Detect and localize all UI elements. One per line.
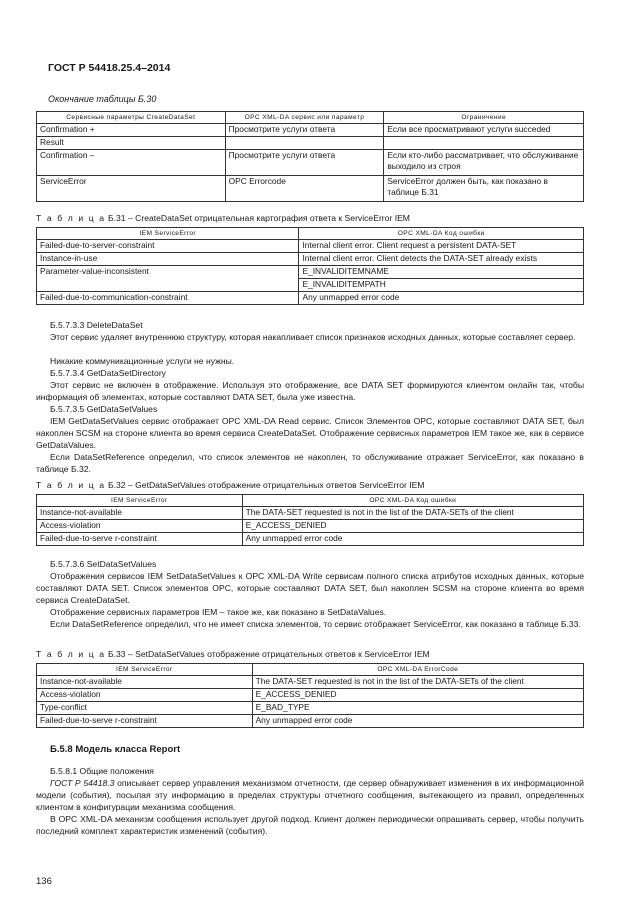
table-b32 (36, 494, 584, 546)
table-b31-title (36, 213, 410, 223)
table-b33-title (36, 649, 430, 659)
paragraph: Этот сервис удаляет внутреннюю структуру, которая накапливает список признаков исходных данных, которые составляет сервер. (50, 332, 576, 342)
page-number: 136 (36, 876, 52, 887)
table-cell: Просмотрите услуги ответа (225, 124, 384, 137)
table-cell: Failed-due-to-serve r-constraint (37, 715, 253, 728)
paragraph: Отображения сервисов IEM SetDataSetValues к OPC XML-DA Write сервисам полного списка атрибутов исходных данных, которые составляют DATA SET. Список элементов OPC, которые составляют DATA SET, был накоплен SCSM на стороне клиента во время сервиса CreateDataSet. (36, 571, 584, 605)
section-heading: Б.5.7.3.4 GetDataSetDirectory (50, 368, 166, 378)
subsection-heading: Б.5.8.1 Общие положения (50, 766, 154, 776)
table-cell: Instance-not-available (37, 676, 253, 689)
column-header: IEM ServiceError (37, 228, 299, 240)
table-row (37, 137, 584, 150)
table-row (37, 689, 584, 702)
table-header-row (37, 112, 584, 124)
table-cell: Confirmation – (37, 150, 226, 176)
table-cell: Confirmation + (37, 124, 226, 137)
column-header: OPC XML-DA сервис или параметр (225, 112, 384, 124)
table-row (37, 520, 584, 533)
table-b30 (36, 111, 584, 202)
table-row (37, 124, 584, 137)
table-row (37, 176, 584, 202)
table-cell: Access-violation (37, 689, 253, 702)
paragraph: Этот сервис не включен в отображение. Используя это отображение, все DATA SET формируются клиентом онлайн так, чтобы информация об элементах, которые составляют DATA SET, была уже известна. (36, 380, 584, 402)
table-cell: Type-conflict (37, 702, 253, 715)
table-cell: Any unmapped error code (299, 292, 584, 305)
section-heading: Б.5.7.3.6 SetDataSetValues (50, 559, 157, 569)
paragraph: Если DataSetReference определил, что список элементов не накоплен, то обслуживание отражает ServiceError, как показано в таблице Б.32. (36, 452, 584, 474)
table-cell: Internal client error. Client detects the DATA-SET already exists (299, 253, 584, 266)
table-cell: The DATA-SET requested is not in the list of the DATA-SETs of the client (242, 507, 583, 520)
section-title: Б.5.8 Модель класса Report (50, 744, 181, 755)
paragraph: Отображение сервисных параметров IEM – такое же, как показано в SetDataValues. (50, 607, 387, 617)
paragraph: IEM GetDataSetValues сервис отображает OPC XML-DA Read сервис. Список Элементов OPC, которые составляют DATA SET, был накоплен SCSM на стороне клиента во время сервиса CreateDataSet. Отображение сервисных параметров IEM такое же, как в сервисе GetDataValues. (36, 416, 584, 450)
table-caption: Б.33 – SetDataSetValues отображение отрицательных ответов к ServiceError IEM (105, 649, 430, 659)
table-cell: Access-violation (37, 520, 243, 533)
column-header: OPC XML-DA Код ошибки (242, 495, 583, 507)
column-header: OPC XML-DA ErrorCode (252, 664, 583, 676)
table-cell: Failed-due-to-server-constraint (37, 240, 299, 253)
column-header: OPC XML-DA Код ошибки (299, 228, 584, 240)
table-cell: E_INVALIDITEMPATH (299, 279, 584, 292)
table-cell: Any unmapped error code (242, 533, 583, 546)
table-cell: ServiceError (37, 176, 226, 202)
table-row (37, 150, 584, 176)
table-row (37, 292, 584, 305)
table-cell: E_ACCESS_DENIED (242, 520, 583, 533)
table-cell: Parameter-value-inconsistent (37, 266, 299, 292)
paragraph: Никакие коммуникационные услуги не нужны. (50, 356, 235, 366)
table-label: Т а б л и ц а (36, 649, 106, 659)
table-row (37, 676, 584, 689)
table-row (37, 240, 584, 253)
paragraph (36, 777, 584, 813)
table-label: Т а б л и ц а (36, 213, 106, 223)
table-cell: Просмотрите услуги ответа (225, 150, 384, 176)
table-label: Т а б л и ц а (36, 480, 106, 490)
table-b30-caption: Окончание таблицы Б.30 (48, 94, 157, 104)
table-header-row (37, 228, 584, 240)
table-cell: Если кто-либо рассматривает, что обслуживание выходило из строя (384, 150, 584, 176)
table-header-row (37, 495, 584, 507)
table-row (37, 702, 584, 715)
column-header: Ограничение (384, 112, 584, 124)
table-cell: The DATA-SET requested is not in the list of the DATA-SETs of the client (252, 676, 583, 689)
table-cell: E_BAD_TYPE (252, 702, 583, 715)
table-cell (225, 137, 384, 150)
document-header: ГОСТ Р 54418.25.4–2014 (48, 62, 171, 74)
table-b32-title (36, 480, 425, 490)
table-cell: Result (37, 137, 226, 150)
table-cell: Instance-in-use (37, 253, 299, 266)
paragraph: Если DataSetReference определил, что не имеет списка элементов, то сервис отображает ServiceError, как показано в таблице Б.33. (50, 619, 581, 629)
table-b31 (36, 227, 584, 305)
table-row (37, 533, 584, 546)
table-cell: E_ACCESS_DENIED (252, 689, 583, 702)
section-heading: Б.5.7.3.5 GetDataSetValues (50, 404, 158, 414)
paragraph-text: описывает сервер управления механизмом отчетности, где сервер обнаруживает изменения в их информационной модели (события), посылая эту информацию в пределах структуры отчетного сообщения, вытекающего из правил, определенных клиентом в конфигурации механизма сообщения. (36, 778, 584, 812)
table-cell: Failed-due-to-serve r-constraint (37, 533, 243, 546)
table-b33 (36, 663, 584, 728)
table-cell: E_INVALIDITEMNAME (299, 266, 584, 279)
table-row (37, 266, 584, 279)
table-row (37, 715, 584, 728)
table-cell: OPC Errorcode (225, 176, 384, 202)
table-cell: Any unmapped error code (252, 715, 583, 728)
paragraph: В OPC XML-DA механизм сообщения использует другой подход. Клиент должен периодически опрашивать сервер, чтобы получить последний комплект характеристик изменений (события). (36, 814, 584, 836)
standard-reference: ГОСТ Р 54418.3 (50, 778, 115, 788)
column-header: IEM ServiceError (37, 495, 243, 507)
table-cell: Instance-not-available (37, 507, 243, 520)
table-cell: Internal client error. Client request a persistent DATA-SET (299, 240, 584, 253)
table-row (37, 253, 584, 266)
table-row (37, 507, 584, 520)
table-cell: ServiceError должен быть, как показано в таблице Б.31 (384, 176, 584, 202)
table-cell: Failed-due-to-communication-constraint (37, 292, 299, 305)
table-caption: Б.32 – GetDataSetValues отображение отрицательных ответов ServiceError IEM (105, 480, 425, 490)
section-heading: Б.5.7.3.3 DeleteDataSet (50, 320, 143, 330)
table-caption: Б.31 – CreateDataSet отрицательная картография ответа к ServiceError IEM (105, 213, 410, 223)
table-header-row (37, 664, 584, 676)
table-cell: Если все просматривают услуги succeded (384, 124, 584, 137)
table-cell (384, 137, 584, 150)
column-header: IEM ServiceError (37, 664, 253, 676)
column-header: Сервисные параметры CreateDataSet (37, 112, 226, 124)
